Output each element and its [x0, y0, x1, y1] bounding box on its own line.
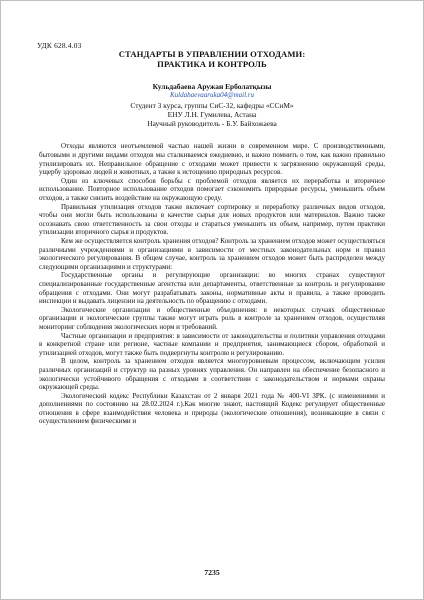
article-body	[39, 142, 385, 426]
paragraph: Правильная утилизация отходов также включает сортировку и переработку различных видов отходов, чтобы они могли быть использованы в качестве сырья для новых продуктов или материалов. Важно также осознавать свою ответственность за свои отходы и стараться уменьшить их объем, например, путем практики утилизации вторичного сырья и продуктов.	[39, 202, 385, 237]
page-number: 7235	[204, 568, 220, 577]
author-affiliation-2: ЕНУ Л.Н. Гумилева, Астана	[167, 109, 257, 119]
author-email[interactable]: Kuldabaevaaruka04@mail.ru	[169, 91, 255, 100]
author-affiliation-1: Студент 3 курса, группы СиС-32, кафедры «ССиМ»	[130, 100, 294, 110]
paragraph: Государственные органы и регулирующие организации: во многих странах существуют специализированные государственные агентства или департаменты, ответственные за контроль и регулирование обращения с отходами. Они могут разрабатывать законы, нормативные акты и правила, а также проводить инспекции и выдавать лицензии на деятельность по обращению с отходами.	[39, 271, 385, 306]
udk-code: УДК 628.4.03	[37, 41, 82, 50]
paragraph: Экологические организации и общественные объединения: в некоторых случаях общественные организации и экологические группы также могут играть роль в контроле за хранением отходов, осуществляя мониторинг соблюдения экологических норм и требований.	[39, 305, 385, 331]
paragraph: Кем же осуществляется контроль хранения отходов? Контроль за хранением отходов может осуществляться различными учреждениями и организациями в зависимости от местных законодательных норм и правил экологического регулирования. В общем случае, контроль за хранением отходов может быть распределен между следующими организациями и структурами:	[39, 237, 385, 271]
paragraph: Один из ключевых способов борьбы с проблемой отходов является их переработка и вторичное использование. Повторное использование отходов помогает сэкономить природные ресурсы, уменьшить объем отходов, а также снизить воздействие на окружающую среду.	[39, 176, 385, 203]
paragraph: Частные организации и предприятия: в зависимости от законодательства и политики управления отходами в конкретной стране или регионе, частные компании и предприятия, занимающиеся сбором, обработкой и утилизацией отходов, могут также быть подвергнуты контролю и регулированию.	[39, 331, 385, 357]
paper-title	[39, 49, 385, 69]
paragraph: Отходы являются неотъемлемой частью нашей жизни в современном мире. С производственными, бытовыми и другими видами отходов мы сталкиваемся ежедневно, и важно помнить о том, как важно правильно утилизировать их. Неправильное обращение с отходами может привести к загрязнению окружающей среды, ущербу здоровью людей и животных, а также к истощению природных ресурсов.	[39, 142, 385, 177]
title-line-1: СТАНДАРТЫ В УПРАВЛЕНИИ ОТХОДАМИ:	[118, 49, 306, 59]
author-block	[39, 82, 385, 128]
title-line-2: ПРАКТИКА И КОНТРОЛЬ	[157, 59, 267, 69]
paragraph: В целом, контроль за хранением отходов является многоуровневым процессом, включающим усилия различных организаций и структур на разных уровнях управления. Он направлен на обеспечение безопасного и экологически устойчивого обращения с отходами в соответствии с законодательством и нормами охраны окружающей среды.	[39, 357, 385, 392]
author-name: Кульдабаева Аружан Ерболатқызы	[152, 82, 272, 91]
supervisor: Научный руководитель - Б.У. Байхожаева	[147, 119, 277, 129]
paragraph: Экологический кодекс Республики Казахстан от 2 января 2021 года № 400-VI ЗРК. (с изменениями и дополнениями по состоянию на 28.02.2024 г.).Как многие знают, настоящий Кодекс регулирует общественные отношения в сфере взаимодействия человека и природы (экологические отношения), возникающие в связи с осуществлением физическими и	[39, 391, 385, 426]
